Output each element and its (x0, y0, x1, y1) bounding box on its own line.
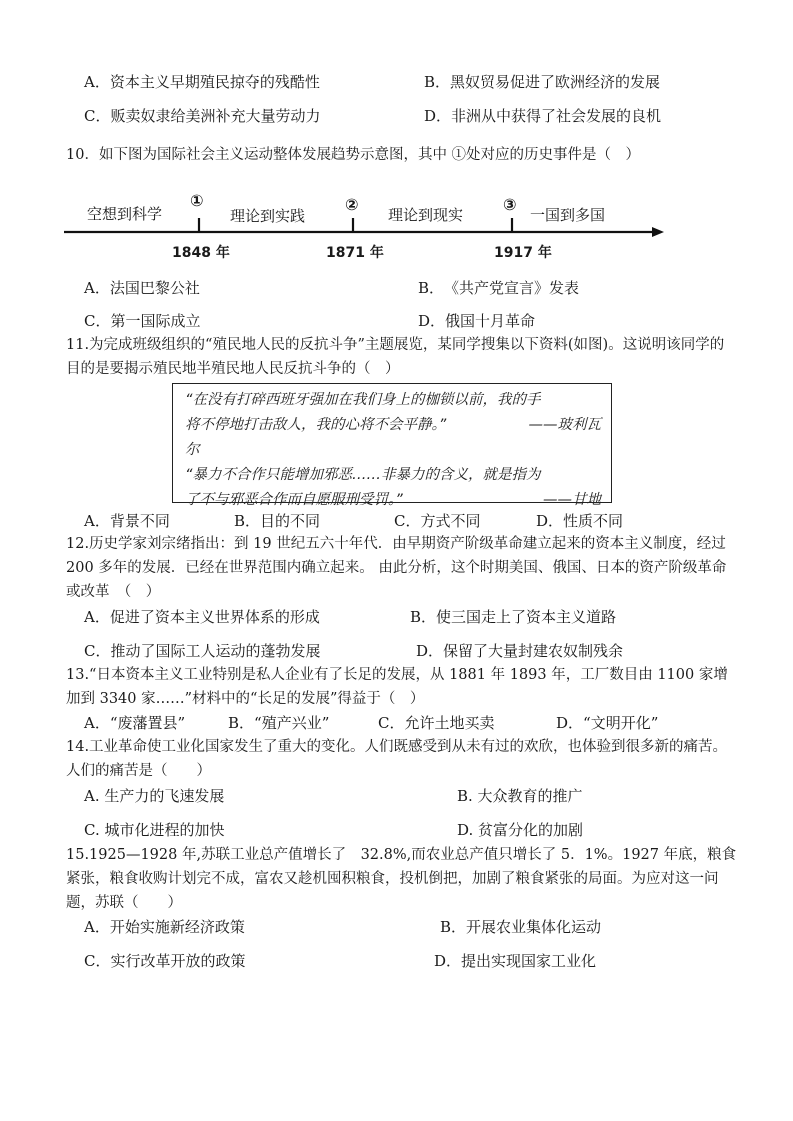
q10-option-a[interactable]: A．法国巴黎公社 (84, 279, 200, 297)
quote-bolivar-line-2 (185, 413, 601, 438)
q12-option-d[interactable]: D．保留了大量封建农奴制残余 (416, 642, 624, 660)
q10-option-d[interactable]: D．俄国十月革命 (418, 312, 536, 330)
q9-option-c[interactable]: C．贩卖奴隶给美洲补充大量劳动力 (84, 107, 321, 125)
q13-option-c[interactable]: C．允许土地买卖 (378, 714, 495, 732)
q12-stem: 12.历史学家刘宗绪指出：到 19 世纪五六十年代．由早期资产阶级革命建立起来的资本主义制度，经过 200 多年的发展．已经在世界范围内确立起来。 由此分析，这个时期美国、俄国、日本的资产阶级革命或改革 （ ） (66, 536, 727, 600)
timeline-marker-1: ① (190, 191, 204, 210)
quote-gandhi-text-2: 了不与邪恶合作而自愿服刑受罚。” (185, 492, 403, 508)
q13-option-d[interactable]: D．“文明开化” (556, 714, 659, 732)
q14-option-b[interactable]: B. 大众教育的推广 (457, 787, 583, 805)
q11-option-c[interactable]: C．方式不同 (394, 512, 481, 530)
q15-option-a[interactable]: A．开始实施新经济政策 (84, 918, 245, 936)
timeline-segment-2: 理论到实践 (230, 207, 306, 225)
q11-option-a[interactable]: A．背景不同 (84, 512, 170, 530)
timeline-segment-3: 理论到现实 (388, 206, 464, 224)
q12-option-a[interactable]: A．促进了资本主义世界体系的形成 (84, 608, 320, 626)
timeline-year-1848: 1848 年 (172, 245, 230, 261)
quote-gandhi-source: ——甘地 (543, 492, 601, 508)
q11-option-d[interactable]: D．性质不同 (536, 512, 624, 530)
timeline-marker-3: ③ (503, 195, 517, 214)
q13-option-a[interactable]: A．“废藩置县” (84, 714, 186, 732)
timeline-marker-2: ② (345, 195, 359, 214)
q13-option-b[interactable]: B．“殖产兴业” (228, 714, 330, 732)
q15-option-c[interactable]: C．实行改革开放的政策 (84, 952, 246, 970)
q12-option-c[interactable]: C．推动了国际工人运动的蓬勃发展 (84, 642, 321, 660)
quote-gandhi-line-1: “暴力不合作只能增加邪恶……非暴力的含义，就是指为 (185, 467, 541, 483)
q10-option-c[interactable]: C．第一国际成立 (84, 312, 201, 330)
timeline-segment-4: 一国到多国 (530, 206, 606, 224)
q15-option-d[interactable]: D．提出实现国家工业化 (434, 952, 597, 970)
q14-option-a[interactable]: A. 生产力的飞速发展 (84, 787, 225, 805)
q15-stem: 15.1925—1928 年,苏联工业总产值增长了 32.8%,而农业总产值只增长了 5．1%。1927 年底，粮食紧张，粮食收购计划完不成，富农又趁机囤积粮食，投机倒把，加剧了粮食紧张的局面。为应对这一问题，苏联（ ） (66, 847, 737, 911)
quote-bolivar-source-cont: 尔 (185, 442, 200, 458)
quote-bolivar-text-2: 将不停地打击敌人，我的心将不会平静。” (185, 417, 447, 433)
quote-gandhi-line-2 (185, 488, 601, 513)
q11-option-b[interactable]: B．目的不同 (234, 512, 321, 530)
timeline-segment-1: 空想到科学 (87, 205, 163, 223)
q14-option-d[interactable]: D. 贫富分化的加剧 (457, 821, 584, 839)
q11-quote-box (172, 383, 612, 508)
q12-option-b[interactable]: B．使三国走上了资本主义道路 (410, 608, 617, 626)
quote-bolivar-line-1: “在没有打碎西班牙强加在我们身上的枷锁以前，我的手 (185, 392, 541, 408)
q10-stem: 10．如下图为国际社会主义运动整体发展趋势示意图，其中 ①处对应的历史事件是（ ） (66, 147, 641, 163)
timeline-year-1871: 1871 年 (326, 245, 384, 261)
q13-stem: 13.“日本资本主义工业特别是私人企业有了长足的发展，从 1881 年 1893 年，工厂数目由 1100 家增加到 3340 家……”材料中的“长足的发展”得益于（ ） (66, 667, 728, 707)
q11-stem: 11.为完成班级组织的“殖民地人民的反抗斗争”主题展览，某同学搜集以下资料(如图)。这说明该同学的目的是要揭示殖民地半殖民地人民反抗斗争的（ ） (66, 337, 725, 377)
q10-option-b[interactable]: B． 《共产党宣言》发表 (418, 279, 580, 297)
q15-option-b[interactable]: B．开展农业集体化运动 (440, 918, 602, 936)
q14-stem: 14.工业革命使工业化国家发生了重大的变化。人们既感受到从未有过的欢欣，也体验到很多新的痛苦。人们的痛苦是（ ） (66, 739, 728, 779)
q9-option-d[interactable]: D．非洲从中获得了社会发展的良机 (424, 107, 662, 125)
q9-option-b[interactable]: B．黑奴贸易促进了欧洲经济的发展 (424, 73, 661, 91)
timeline-year-1917: 1917 年 (494, 245, 552, 261)
quote-bolivar-source: ——玻利瓦 (528, 417, 601, 433)
q9-option-a[interactable]: A．资本主义早期殖民掠夺的残酷性 (84, 73, 320, 91)
q14-option-c[interactable]: C. 城市化进程的加快 (84, 821, 225, 839)
